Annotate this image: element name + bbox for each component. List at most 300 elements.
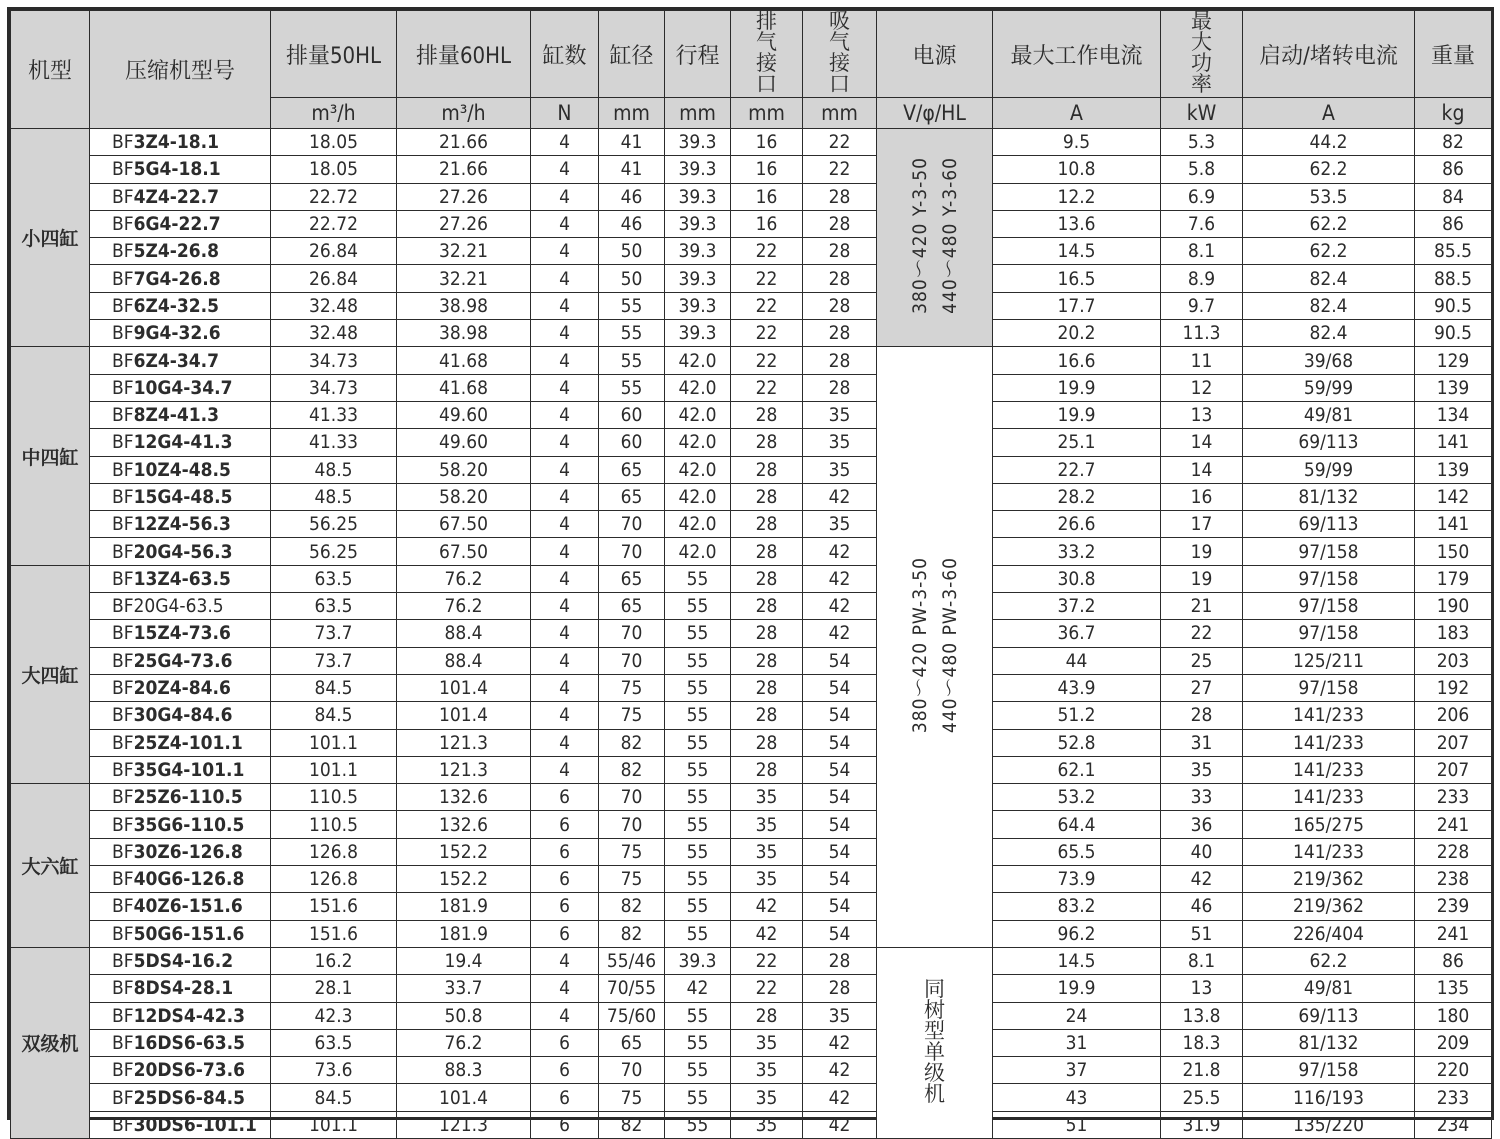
cell-model bbox=[90, 920, 271, 947]
cell-disp60: 121.3 bbox=[397, 729, 531, 756]
cell-max-current: 52.8 bbox=[993, 729, 1161, 756]
header-type: 机型 bbox=[11, 11, 90, 129]
table-row bbox=[11, 320, 1492, 347]
cell-model bbox=[90, 483, 271, 510]
cell-bore: 82 bbox=[599, 1111, 665, 1138]
cell-cyl-count: 4 bbox=[531, 1002, 599, 1029]
compressor-spec-table bbox=[10, 10, 1492, 1139]
unit-disp50: m³/h bbox=[271, 98, 397, 129]
cell-weight: 90.5 bbox=[1415, 320, 1492, 347]
cell-suction: 28 bbox=[803, 210, 877, 237]
cell-max-power: 14 bbox=[1161, 429, 1243, 456]
cell-cyl-count: 4 bbox=[531, 975, 599, 1002]
cell-max-power: 35 bbox=[1161, 756, 1243, 783]
cell-suction: 42 bbox=[803, 1029, 877, 1056]
cell-cyl-count: 4 bbox=[531, 511, 599, 538]
model-prefix: BF bbox=[112, 1031, 134, 1054]
header-stroke: 行程 bbox=[665, 11, 731, 98]
table-row bbox=[11, 866, 1492, 893]
cell-disp60: 19.4 bbox=[397, 947, 531, 974]
model-prefix: BF bbox=[112, 322, 134, 345]
cell-discharge: 42 bbox=[731, 893, 803, 920]
cell-model bbox=[90, 401, 271, 428]
cell-suction: 54 bbox=[803, 756, 877, 783]
cell-stroke: 55 bbox=[665, 1084, 731, 1111]
cell-cyl-count: 4 bbox=[531, 347, 599, 374]
model-prefix: BF bbox=[112, 240, 134, 263]
cell-model bbox=[90, 756, 271, 783]
cell-stroke: 42 bbox=[665, 975, 731, 1002]
cell-max-power: 18.3 bbox=[1161, 1029, 1243, 1056]
cell-stroke: 39.3 bbox=[665, 210, 731, 237]
cell-suction: 35 bbox=[803, 511, 877, 538]
cell-discharge: 28 bbox=[731, 729, 803, 756]
cell-disp50: 126.8 bbox=[271, 838, 397, 865]
model-prefix: BF bbox=[112, 950, 134, 973]
cell-bore: 46 bbox=[599, 210, 665, 237]
cell-stroke: 42.0 bbox=[665, 483, 731, 510]
cell-max-power: 36 bbox=[1161, 811, 1243, 838]
cell-disp60: 41.68 bbox=[397, 347, 531, 374]
cell-cyl-count: 4 bbox=[531, 647, 599, 674]
cell-suction: 54 bbox=[803, 866, 877, 893]
cell-start-current: 49/81 bbox=[1243, 975, 1415, 1002]
cell-bore: 70 bbox=[599, 620, 665, 647]
table-row bbox=[11, 811, 1492, 838]
cell-discharge: 28 bbox=[731, 674, 803, 701]
cell-disp60: 21.66 bbox=[397, 156, 531, 183]
cell-suction: 35 bbox=[803, 456, 877, 483]
cell-max-power: 31.9 bbox=[1161, 1111, 1243, 1138]
cell-max-power: 16 bbox=[1161, 483, 1243, 510]
cell-cyl-count: 4 bbox=[531, 729, 599, 756]
cell-disp60: 88.3 bbox=[397, 1057, 531, 1084]
cell-disp50: 41.33 bbox=[271, 401, 397, 428]
cell-discharge: 28 bbox=[731, 456, 803, 483]
cell-disp50: 18.05 bbox=[271, 156, 397, 183]
cell-max-power: 17 bbox=[1161, 511, 1243, 538]
cell-stroke: 39.3 bbox=[665, 320, 731, 347]
cell-discharge: 22 bbox=[731, 292, 803, 319]
header-disp50: 排量50HL bbox=[271, 11, 397, 98]
cell-suction: 28 bbox=[803, 320, 877, 347]
cell-disp60: 76.2 bbox=[397, 593, 531, 620]
cell-max-current: 14.5 bbox=[993, 947, 1161, 974]
cell-model bbox=[90, 374, 271, 401]
cell-bore: 55/46 bbox=[599, 947, 665, 974]
unit-max-current: A bbox=[993, 98, 1161, 129]
cell-disp50: 41.33 bbox=[271, 429, 397, 456]
cell-cyl-count: 6 bbox=[531, 838, 599, 865]
cell-cyl-count: 6 bbox=[531, 811, 599, 838]
cell-start-current: 81/132 bbox=[1243, 483, 1415, 510]
cell-bore: 70 bbox=[599, 1057, 665, 1084]
cell-disp60: 49.60 bbox=[397, 429, 531, 456]
group-label: 大四缸 bbox=[11, 565, 90, 783]
cell-start-current: 59/99 bbox=[1243, 456, 1415, 483]
cell-disp60: 101.4 bbox=[397, 702, 531, 729]
cell-model bbox=[90, 811, 271, 838]
cell-stroke: 39.3 bbox=[665, 156, 731, 183]
cell-disp60: 49.60 bbox=[397, 401, 531, 428]
cell-weight: 203 bbox=[1415, 647, 1492, 674]
model-prefix: BF bbox=[112, 813, 134, 836]
cell-weight: 135 bbox=[1415, 975, 1492, 1002]
cell-bore: 50 bbox=[599, 265, 665, 292]
cell-max-current: 16.6 bbox=[993, 347, 1161, 374]
cell-disp60: 38.98 bbox=[397, 292, 531, 319]
cell-disp60: 27.26 bbox=[397, 183, 531, 210]
cell-suction: 28 bbox=[803, 265, 877, 292]
cell-max-current: 43 bbox=[993, 1084, 1161, 1111]
cell-weight: 141 bbox=[1415, 429, 1492, 456]
cell-bore: 65 bbox=[599, 565, 665, 592]
cell-start-current: 82.4 bbox=[1243, 320, 1415, 347]
cell-max-power: 51 bbox=[1161, 920, 1243, 947]
spec-sheet bbox=[7, 7, 1494, 1136]
cell-bore: 82 bbox=[599, 920, 665, 947]
cell-bore: 75 bbox=[599, 1084, 665, 1111]
cell-max-current: 9.5 bbox=[993, 129, 1161, 156]
cell-disp50: 73.7 bbox=[271, 620, 397, 647]
cell-cyl-count: 4 bbox=[531, 129, 599, 156]
cell-suction: 42 bbox=[803, 1057, 877, 1084]
cell-stroke: 55 bbox=[665, 866, 731, 893]
cell-model bbox=[90, 893, 271, 920]
cell-discharge: 22 bbox=[731, 347, 803, 374]
model-prefix: BF bbox=[112, 649, 134, 672]
cell-weight: 239 bbox=[1415, 893, 1492, 920]
table-row bbox=[11, 838, 1492, 865]
cell-disp60: 27.26 bbox=[397, 210, 531, 237]
cell-max-power: 13.8 bbox=[1161, 1002, 1243, 1029]
cell-suction: 42 bbox=[803, 1084, 877, 1111]
cell-max-current: 16.5 bbox=[993, 265, 1161, 292]
cell-disp50: 26.84 bbox=[271, 238, 397, 265]
cell-start-current: 62.2 bbox=[1243, 210, 1415, 237]
cell-stroke: 42.0 bbox=[665, 456, 731, 483]
cell-bore: 70 bbox=[599, 811, 665, 838]
cell-cyl-count: 4 bbox=[531, 674, 599, 701]
cell-disp60: 88.4 bbox=[397, 620, 531, 647]
cell-suction: 28 bbox=[803, 374, 877, 401]
cell-max-current: 73.9 bbox=[993, 866, 1161, 893]
table-row bbox=[11, 1002, 1492, 1029]
cell-max-current: 37.2 bbox=[993, 593, 1161, 620]
cell-disp60: 101.4 bbox=[397, 674, 531, 701]
cell-max-current: 51.2 bbox=[993, 702, 1161, 729]
cell-bore: 75 bbox=[599, 866, 665, 893]
table-row bbox=[11, 292, 1492, 319]
cell-start-current: 81/132 bbox=[1243, 1029, 1415, 1056]
cell-start-current: 97/158 bbox=[1243, 1057, 1415, 1084]
cell-stroke: 55 bbox=[665, 593, 731, 620]
cell-weight: 142 bbox=[1415, 483, 1492, 510]
cell-stroke: 55 bbox=[665, 811, 731, 838]
model-suffix: 15Z4-73.6 bbox=[133, 622, 231, 645]
cell-discharge: 28 bbox=[731, 702, 803, 729]
unit-bore: mm bbox=[599, 98, 665, 129]
cell-max-current: 19.9 bbox=[993, 374, 1161, 401]
cell-model bbox=[90, 1002, 271, 1029]
cell-disp60: 58.20 bbox=[397, 483, 531, 510]
cell-max-current: 44 bbox=[993, 647, 1161, 674]
cell-discharge: 28 bbox=[731, 511, 803, 538]
cell-model bbox=[90, 1057, 271, 1084]
cell-disp60: 50.8 bbox=[397, 1002, 531, 1029]
cell-weight: 207 bbox=[1415, 729, 1492, 756]
header-start-current: 启动/堵转电流 bbox=[1243, 11, 1415, 98]
cell-disp60: 88.4 bbox=[397, 647, 531, 674]
unit-max-power: kW bbox=[1161, 98, 1243, 129]
cell-weight: 233 bbox=[1415, 784, 1492, 811]
cell-cyl-count: 4 bbox=[531, 156, 599, 183]
header-max-current: 最大工作电流 bbox=[993, 11, 1161, 98]
cell-suction: 42 bbox=[803, 593, 877, 620]
table-row bbox=[11, 565, 1492, 592]
table-row bbox=[11, 401, 1492, 428]
table-row bbox=[11, 347, 1492, 374]
cell-suction: 54 bbox=[803, 811, 877, 838]
cell-suction: 42 bbox=[803, 620, 877, 647]
cell-discharge: 28 bbox=[731, 593, 803, 620]
header-discharge: 排气接口 bbox=[731, 11, 803, 98]
cell-model bbox=[90, 210, 271, 237]
cell-discharge: 22 bbox=[731, 374, 803, 401]
model-prefix: BF bbox=[112, 786, 134, 809]
cell-cyl-count: 6 bbox=[531, 1111, 599, 1138]
cell-disp50: 63.5 bbox=[271, 565, 397, 592]
model-suffix: 7G4-26.8 bbox=[133, 267, 221, 290]
model-prefix: BF20G4-63.5 bbox=[112, 595, 224, 618]
unit-start-current: A bbox=[1243, 98, 1415, 129]
header-suction: 吸气接口 bbox=[803, 11, 877, 98]
cell-weight: 233 bbox=[1415, 1084, 1492, 1111]
cell-cyl-count: 4 bbox=[531, 702, 599, 729]
header-weight: 重量 bbox=[1415, 11, 1492, 98]
cell-disp50: 48.5 bbox=[271, 483, 397, 510]
table-row bbox=[11, 674, 1492, 701]
cell-model bbox=[90, 975, 271, 1002]
cell-start-current: 141/233 bbox=[1243, 784, 1415, 811]
cell-weight: 141 bbox=[1415, 511, 1492, 538]
cell-model bbox=[90, 511, 271, 538]
table-row bbox=[11, 620, 1492, 647]
cell-start-current: 116/193 bbox=[1243, 1084, 1415, 1111]
cell-bore: 41 bbox=[599, 156, 665, 183]
cell-max-current: 64.4 bbox=[993, 811, 1161, 838]
model-suffix: 30G4-84.6 bbox=[133, 704, 233, 727]
cell-discharge: 16 bbox=[731, 183, 803, 210]
cell-model bbox=[90, 729, 271, 756]
cell-weight: 139 bbox=[1415, 374, 1492, 401]
model-suffix: 4Z4-22.7 bbox=[133, 185, 220, 208]
cell-stroke: 55 bbox=[665, 565, 731, 592]
cell-model bbox=[90, 1084, 271, 1111]
model-suffix: 12G4-41.3 bbox=[133, 431, 233, 454]
cell-disp50: 26.84 bbox=[271, 265, 397, 292]
unit-stroke: mm bbox=[665, 98, 731, 129]
cell-max-current: 26.6 bbox=[993, 511, 1161, 538]
cell-model bbox=[90, 838, 271, 865]
group-label: 双级机 bbox=[11, 947, 90, 1138]
model-suffix: 40G6-126.8 bbox=[133, 868, 245, 891]
cell-model bbox=[90, 1111, 271, 1138]
table-row bbox=[11, 429, 1492, 456]
cell-weight: 190 bbox=[1415, 593, 1492, 620]
model-prefix: BF bbox=[112, 294, 134, 317]
cell-disp60: 32.21 bbox=[397, 265, 531, 292]
cell-bore: 75 bbox=[599, 838, 665, 865]
model-suffix: 15G4-48.5 bbox=[133, 486, 233, 508]
cell-stroke: 55 bbox=[665, 1111, 731, 1138]
header-model: 压缩机型号 bbox=[90, 11, 271, 129]
model-prefix: BF bbox=[112, 567, 134, 590]
model-suffix: 10G4-34.7 bbox=[133, 376, 233, 399]
cell-disp50: 32.48 bbox=[271, 320, 397, 347]
group-label: 中四缸 bbox=[11, 347, 90, 565]
cell-cyl-count: 6 bbox=[531, 920, 599, 947]
cell-model bbox=[90, 1029, 271, 1056]
cell-disp50: 22.72 bbox=[271, 210, 397, 237]
cell-discharge: 28 bbox=[731, 647, 803, 674]
cell-start-current: 49/81 bbox=[1243, 401, 1415, 428]
model-suffix: 6Z4-34.7 bbox=[133, 349, 220, 372]
table-row bbox=[11, 210, 1492, 237]
cell-disp50: 110.5 bbox=[271, 811, 397, 838]
cell-max-power: 28 bbox=[1161, 702, 1243, 729]
table-row bbox=[11, 756, 1492, 783]
model-suffix: 5G4-18.1 bbox=[133, 158, 221, 181]
cell-disp50: 18.05 bbox=[271, 129, 397, 156]
cell-disp50: 151.6 bbox=[271, 920, 397, 947]
cell-discharge: 22 bbox=[731, 238, 803, 265]
cell-bore: 70/55 bbox=[599, 975, 665, 1002]
cell-bore: 55 bbox=[599, 292, 665, 319]
cell-disp60: 33.7 bbox=[397, 975, 531, 1002]
model-prefix: BF bbox=[112, 758, 134, 781]
cell-model bbox=[90, 538, 271, 565]
cell-disp50: 84.5 bbox=[271, 674, 397, 701]
cell-bore: 75 bbox=[599, 674, 665, 701]
model-prefix: BF bbox=[112, 868, 134, 891]
cell-stroke: 39.3 bbox=[665, 238, 731, 265]
unit-power: V/φ/HL bbox=[877, 98, 993, 129]
cell-disp50: 32.48 bbox=[271, 292, 397, 319]
cell-disp50: 63.5 bbox=[271, 593, 397, 620]
header-row bbox=[11, 11, 1492, 98]
cell-cyl-count: 4 bbox=[531, 483, 599, 510]
cell-disp60: 132.6 bbox=[397, 784, 531, 811]
cell-weight: 179 bbox=[1415, 565, 1492, 592]
cell-start-current: 69/113 bbox=[1243, 429, 1415, 456]
cell-cyl-count: 4 bbox=[531, 320, 599, 347]
cell-start-current: 141/233 bbox=[1243, 838, 1415, 865]
cell-weight: 220 bbox=[1415, 1057, 1492, 1084]
cell-disp50: 84.5 bbox=[271, 1084, 397, 1111]
model-suffix: 12DS4-42.3 bbox=[133, 1004, 246, 1027]
cell-model bbox=[90, 238, 271, 265]
cell-bore: 65 bbox=[599, 456, 665, 483]
cell-stroke: 42.0 bbox=[665, 511, 731, 538]
cell-bore: 70 bbox=[599, 538, 665, 565]
cell-suction: 54 bbox=[803, 702, 877, 729]
cell-disp50: 34.73 bbox=[271, 347, 397, 374]
model-suffix: 20Z4-84.6 bbox=[133, 677, 231, 700]
cell-discharge: 35 bbox=[731, 1057, 803, 1084]
table-row bbox=[11, 1084, 1492, 1111]
unit-cyl-count: N bbox=[531, 98, 599, 129]
cell-model bbox=[90, 320, 271, 347]
cell-start-current: 62.2 bbox=[1243, 238, 1415, 265]
table-row bbox=[11, 456, 1492, 483]
model-suffix: 25G4-73.6 bbox=[133, 649, 233, 672]
cell-start-current: 141/233 bbox=[1243, 702, 1415, 729]
cell-max-power: 22 bbox=[1161, 620, 1243, 647]
cell-disp60: 32.21 bbox=[397, 238, 531, 265]
model-suffix: 13Z4-63.5 bbox=[133, 567, 231, 590]
cell-start-current: 82.4 bbox=[1243, 265, 1415, 292]
cell-start-current: 39/68 bbox=[1243, 347, 1415, 374]
cell-max-power: 13 bbox=[1161, 401, 1243, 428]
model-suffix: 5DS4-16.2 bbox=[133, 950, 234, 973]
cell-suction: 54 bbox=[803, 920, 877, 947]
cell-weight: 241 bbox=[1415, 811, 1492, 838]
cell-model bbox=[90, 674, 271, 701]
cell-discharge: 28 bbox=[731, 401, 803, 428]
model-prefix: BF bbox=[112, 677, 134, 700]
model-prefix: BF bbox=[112, 922, 134, 945]
cell-model bbox=[90, 429, 271, 456]
cell-start-current: 141/233 bbox=[1243, 729, 1415, 756]
power-note: 380～420 Y-3-50 bbox=[908, 156, 931, 314]
cell-discharge: 22 bbox=[731, 320, 803, 347]
cell-cyl-count: 4 bbox=[531, 401, 599, 428]
cell-cyl-count: 4 bbox=[531, 292, 599, 319]
cell-max-power: 9.7 bbox=[1161, 292, 1243, 319]
cell-model bbox=[90, 620, 271, 647]
cell-cyl-count: 4 bbox=[531, 593, 599, 620]
cell-cyl-count: 4 bbox=[531, 238, 599, 265]
cell-stroke: 42.0 bbox=[665, 374, 731, 401]
cell-stroke: 55 bbox=[665, 1002, 731, 1029]
cell-disp60: 76.2 bbox=[397, 565, 531, 592]
cell-start-current: 97/158 bbox=[1243, 593, 1415, 620]
cell-stroke: 55 bbox=[665, 756, 731, 783]
cell-weight: 192 bbox=[1415, 674, 1492, 701]
spec-body bbox=[11, 129, 1492, 1139]
table-row bbox=[11, 729, 1492, 756]
cell-max-current: 20.2 bbox=[993, 320, 1161, 347]
cell-max-power: 33 bbox=[1161, 784, 1243, 811]
cell-disp50: 84.5 bbox=[271, 702, 397, 729]
cell-disp60: 181.9 bbox=[397, 893, 531, 920]
group-label: 大六缸 bbox=[11, 784, 90, 948]
cell-max-power: 13 bbox=[1161, 975, 1243, 1002]
cell-max-power: 8.1 bbox=[1161, 947, 1243, 974]
cell-max-current: 36.7 bbox=[993, 620, 1161, 647]
cell-disp50: 48.5 bbox=[271, 456, 397, 483]
cell-disp50: 101.1 bbox=[271, 756, 397, 783]
cell-start-current: 62.2 bbox=[1243, 156, 1415, 183]
cell-model bbox=[90, 129, 271, 156]
cell-disp60: 152.2 bbox=[397, 866, 531, 893]
cell-start-current: 165/275 bbox=[1243, 811, 1415, 838]
cell-max-current: 96.2 bbox=[993, 920, 1161, 947]
cell-cyl-count: 4 bbox=[531, 429, 599, 456]
cell-max-power: 5.8 bbox=[1161, 156, 1243, 183]
cell-suction: 28 bbox=[803, 947, 877, 974]
